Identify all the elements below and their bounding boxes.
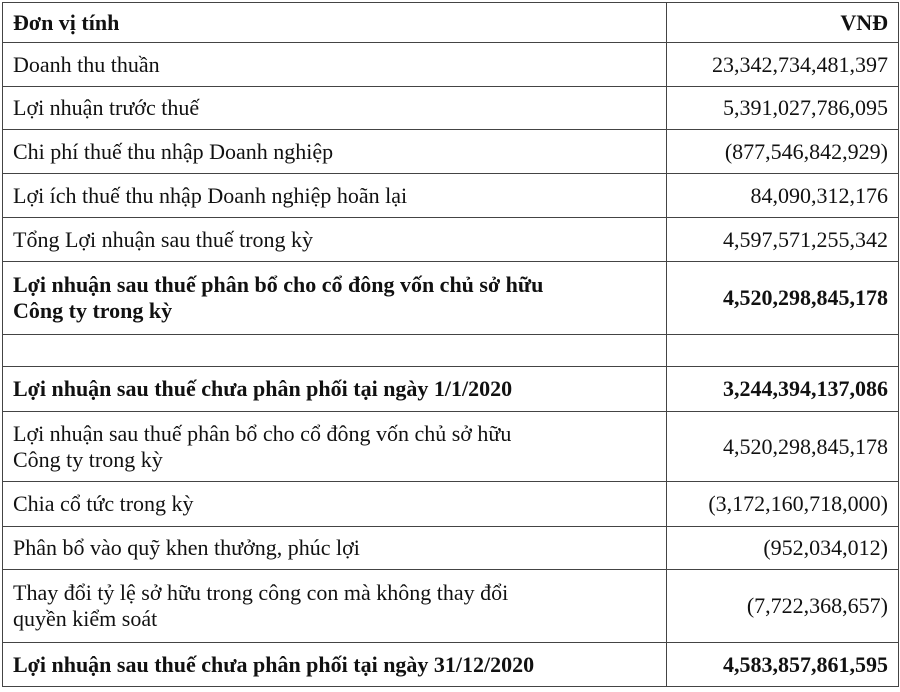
table-row	[3, 482, 899, 527]
table-row-bold	[3, 367, 899, 412]
row-value: 4,520,298,845,178	[667, 412, 899, 482]
table-row-empty	[3, 335, 899, 367]
table-row	[3, 412, 899, 482]
row-label: Doanh thu thuần	[3, 43, 667, 87]
row-label	[3, 570, 667, 643]
row-label-line2: Công ty trong kỳ	[13, 298, 173, 323]
row-value: 23,342,734,481,397	[667, 43, 899, 87]
row-label: Lợi nhuận trước thuế	[3, 87, 667, 130]
header-unit-label: Đơn vị tính	[3, 3, 667, 43]
row-value: 4,597,571,255,342	[667, 218, 899, 262]
row-value: 3,244,394,137,086	[667, 367, 899, 412]
row-value: (877,546,842,929)	[667, 130, 899, 174]
financial-table	[2, 2, 899, 687]
row-label: Chi phí thuế thu nhập Doanh nghiệp	[3, 130, 667, 174]
table-row	[3, 174, 899, 218]
row-label	[3, 412, 667, 482]
row-value: 4,583,857,861,595	[667, 643, 899, 687]
row-value-empty	[667, 335, 899, 367]
table-row	[3, 87, 899, 130]
row-label-empty	[3, 335, 667, 367]
row-label: Lợi nhuận sau thuế chưa phân phối tại ngày 31/12/2020	[3, 643, 667, 687]
row-label: Phân bổ vào quỹ khen thưởng, phúc lợi	[3, 527, 667, 570]
row-label: Lợi ích thuế thu nhập Doanh nghiệp hoãn lại	[3, 174, 667, 218]
table-row-bold	[3, 643, 899, 687]
row-value: 5,391,027,786,095	[667, 87, 899, 130]
table-row-bold	[3, 262, 899, 335]
table-row	[3, 130, 899, 174]
row-label-line1: Lợi nhuận sau thuế phân bổ cho cổ đông vốn chủ sở hữu	[13, 420, 512, 446]
table-header-row	[3, 3, 899, 43]
row-label-line2: Công ty trong kỳ	[13, 446, 163, 472]
header-currency: VNĐ	[667, 3, 899, 43]
row-value: (3,172,160,718,000)	[667, 482, 899, 527]
table-row	[3, 218, 899, 262]
table-row	[3, 527, 899, 570]
row-label-line1: Thay đổi tỷ lệ sở hữu trong công con mà không thay đổi	[13, 580, 509, 605]
row-label-line2: quyền kiểm soát	[13, 606, 158, 631]
row-value: 84,090,312,176	[667, 174, 899, 218]
row-label-line1: Lợi nhuận sau thuế phân bổ cho cổ đông vốn chủ sở hữu	[13, 272, 544, 297]
row-value: 4,520,298,845,178	[667, 262, 899, 335]
row-label: Chia cổ tức trong kỳ	[3, 482, 667, 527]
row-label	[3, 262, 667, 335]
row-label: Tổng Lợi nhuận sau thuế trong kỳ	[3, 218, 667, 262]
table-row	[3, 43, 899, 87]
table-row	[3, 570, 899, 643]
row-value: (7,722,368,657)	[667, 570, 899, 643]
row-label: Lợi nhuận sau thuế chưa phân phối tại ngày 1/1/2020	[3, 367, 667, 412]
row-value: (952,034,012)	[667, 527, 899, 570]
